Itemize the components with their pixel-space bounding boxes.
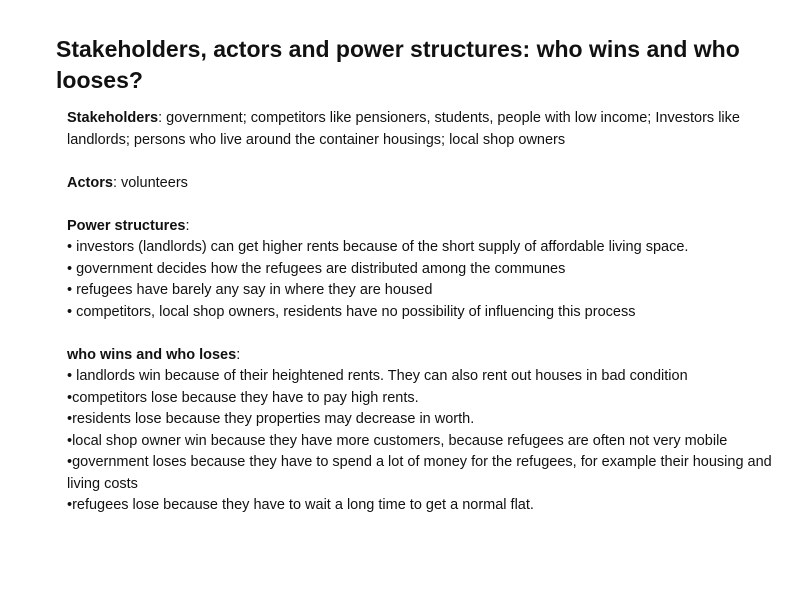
actors-label: Actors [67, 174, 113, 191]
list-item: •competitors lose because they have to pay high rents. [67, 389, 419, 406]
stakeholders-paragraph [67, 108, 777, 151]
list-item: • landlords win because of their heightened rents. They can also rent out houses in bad condition [67, 368, 688, 384]
spacer [67, 323, 777, 345]
who-wins-suffix: : [236, 346, 241, 363]
slide-title: Stakeholders, actors and power structures: who wins and who looses? [56, 36, 740, 93]
actors-paragraph [67, 173, 777, 195]
list-item: • refugees have barely any say in where they are housed [67, 282, 433, 298]
who-wins-label: who wins and who loses [67, 346, 237, 363]
list-item: •residents lose because they properties may decrease in worth. [67, 411, 475, 427]
list-item: • government decides how the refugees are distributed among the communes [67, 260, 566, 277]
power-structures-label: Power structures [67, 217, 186, 234]
stakeholders-label: Stakeholders [67, 110, 159, 126]
list-item: •local shop owner win because they have more customers, because refugees are often not very mobile [67, 432, 728, 449]
spacer [67, 151, 777, 173]
who-wins-heading [67, 345, 777, 367]
list-item: •refugees lose because they have to wait a long time to get a normal flat. [67, 497, 534, 513]
list-item: • investors (landlords) can get higher rents because of the short supply of affordable living space. [67, 239, 689, 255]
stakeholders-text: : government; competitors like pensioners, students, people with low income; Investors like landlords; persons who live around the container housings; local shop owners [67, 110, 740, 148]
list-item: •government loses because they have to spend a lot of money for the refugees, for example their housing and living costs [67, 454, 772, 492]
list-item: • competitors, local shop owners, residents have no possibility of influencing this process [67, 303, 636, 320]
power-structures-suffix: : [185, 217, 190, 234]
power-structures-heading [67, 216, 777, 238]
slide-body [67, 108, 777, 517]
spacer [67, 194, 777, 216]
actors-text: : volunteers [112, 174, 188, 191]
